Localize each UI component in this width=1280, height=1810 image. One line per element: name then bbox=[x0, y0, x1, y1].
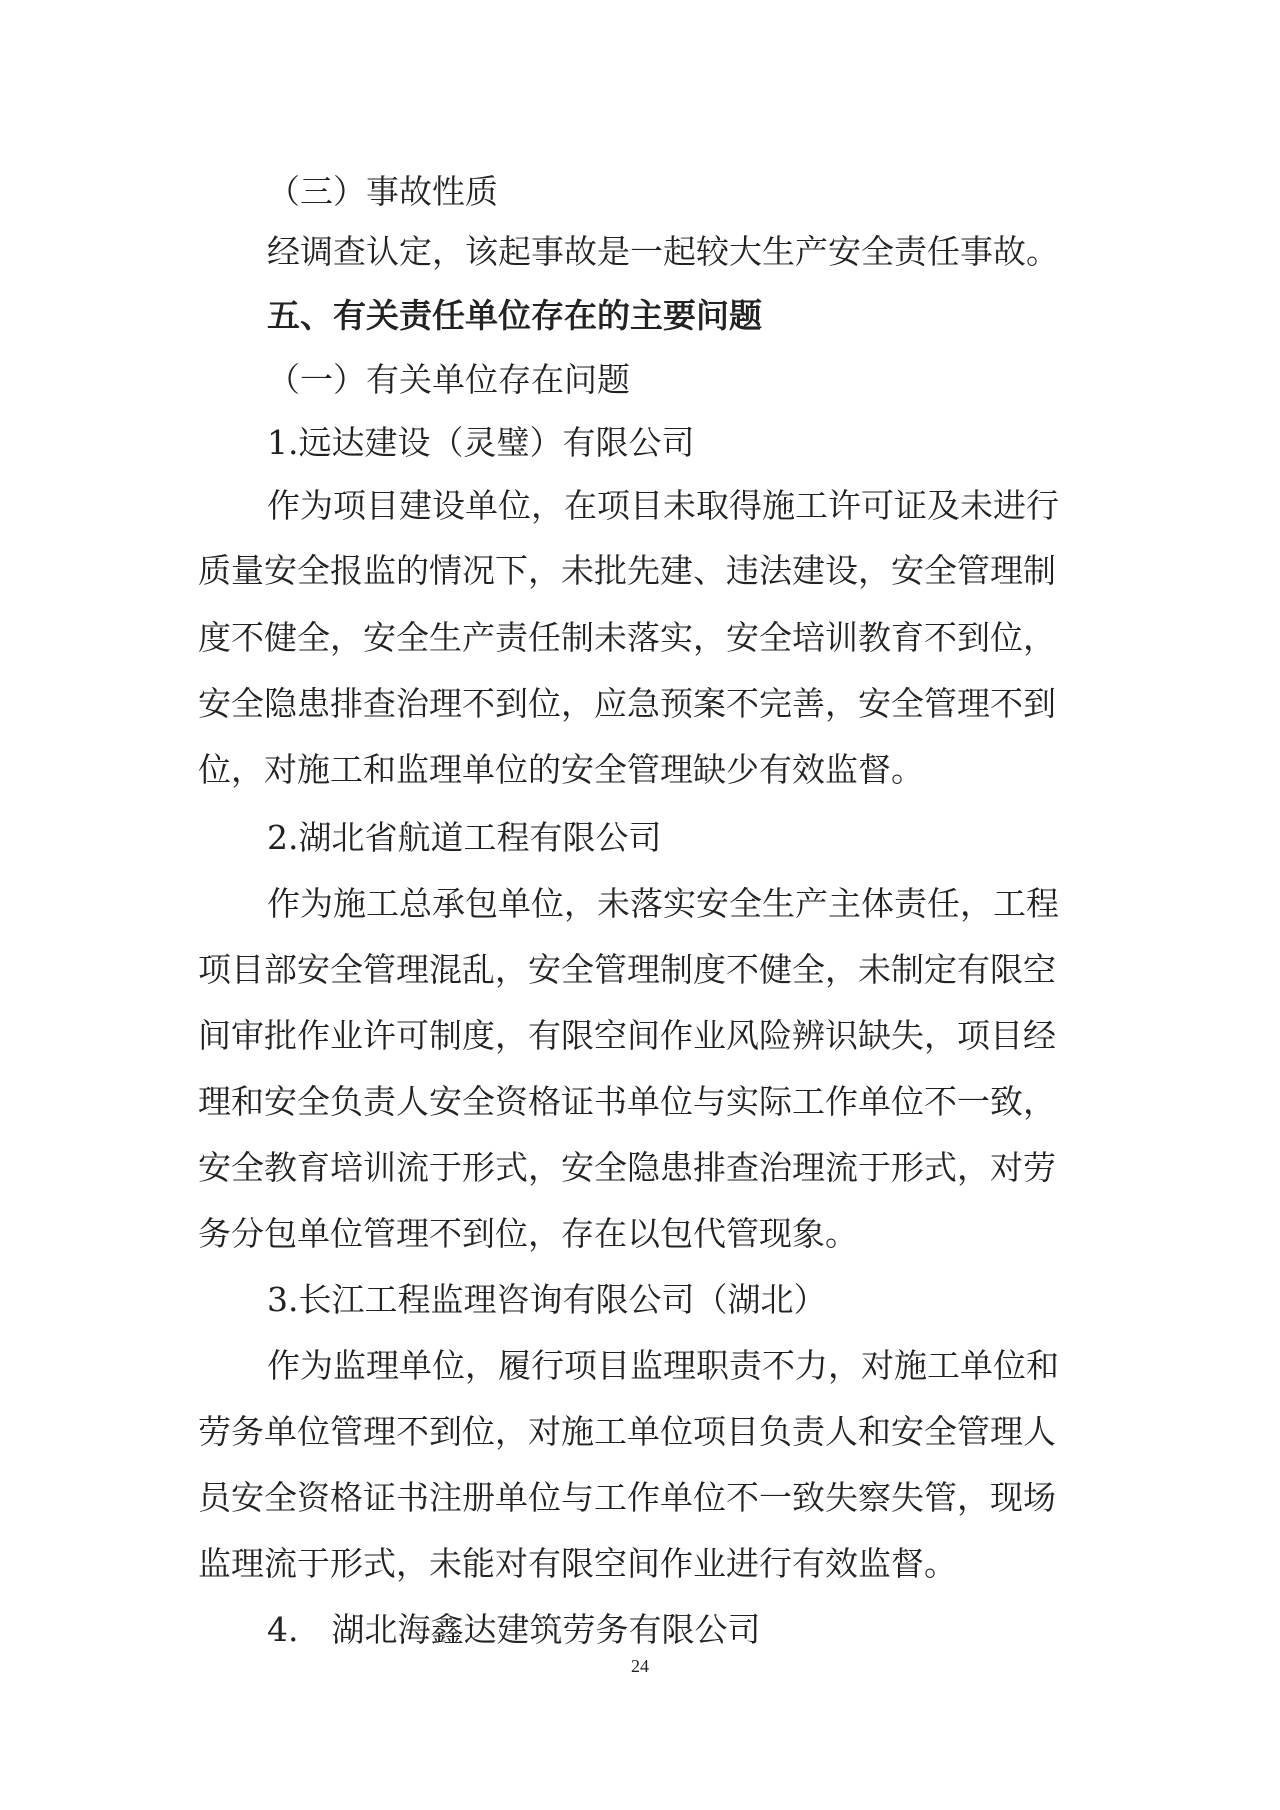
line-text: 1.远达建设（灵璧）有限公司 bbox=[267, 423, 695, 462]
list-item-heading bbox=[0, 1600, 1280, 1660]
line-text: 位，对施工和监理单位的安全管理缺少有效监督。 bbox=[198, 750, 924, 789]
line-text: 安全隐患排查治理不到位，应急预案不完善，安全管理不到 bbox=[198, 684, 1056, 723]
paragraph-line bbox=[0, 476, 1280, 536]
section-subheading-unit-problems bbox=[0, 350, 1280, 410]
paragraph-line bbox=[0, 222, 1280, 282]
line-text: 员安全资格证书注册单位与工作单位不一致失察失管，现场 bbox=[198, 1478, 1056, 1517]
line-text: 质量安全报监的情况下，未批先建、违法建设，安全管理制 bbox=[198, 551, 1056, 590]
paragraph-line bbox=[0, 1072, 1280, 1132]
paragraph-line bbox=[0, 1468, 1280, 1528]
paragraph-line bbox=[0, 740, 1280, 800]
line-text: 度不健全，安全生产责任制未落实，安全培训教育不到位， bbox=[198, 618, 1056, 657]
line-text: 经调查认定，该起事故是一起较大生产安全责任事故。 bbox=[267, 232, 1059, 271]
line-text: （三）事故性质 bbox=[267, 172, 498, 211]
paragraph-line bbox=[0, 1336, 1280, 1396]
page-number: 24 bbox=[631, 1656, 649, 1676]
line-text: 项目部安全管理混乱，安全管理制度不健全，未制定有限空 bbox=[198, 950, 1056, 989]
list-item-heading bbox=[0, 808, 1280, 868]
line-text: 五、有关责任单位存在的主要问题 bbox=[267, 296, 762, 335]
line-text: 间审批作业许可制度，有限空间作业风险辨识缺失，项目经 bbox=[198, 1016, 1056, 1055]
line-text: 安全教育培训流于形式，安全隐患排查治理流于形式，对劳 bbox=[198, 1148, 1056, 1187]
line-text: 2.湖北省航道工程有限公司 bbox=[267, 818, 662, 857]
paragraph-line bbox=[0, 1006, 1280, 1066]
line-text: 务分包单位管理不到位，存在以包代管现象。 bbox=[198, 1214, 858, 1253]
list-item-heading bbox=[0, 413, 1280, 473]
line-text: 作为监理单位，履行项目监理职责不力，对施工单位和 bbox=[267, 1346, 1059, 1385]
section-subheading-accident-nature bbox=[0, 162, 1280, 222]
paragraph-line bbox=[0, 1204, 1280, 1264]
paragraph-line bbox=[0, 940, 1280, 1000]
paragraph-line bbox=[0, 608, 1280, 668]
line-text: （一）有关单位存在问题 bbox=[267, 360, 630, 399]
line-text: 3.长江工程监理咨询有限公司（湖北） bbox=[267, 1280, 827, 1319]
line-text: 作为施工总承包单位，未落实安全生产主体责任，工程 bbox=[267, 884, 1059, 923]
line-text: 监理流于形式，未能对有限空间作业进行有效监督。 bbox=[198, 1544, 957, 1583]
line-text: 理和安全负责人安全资格证书单位与实际工作单位不一致， bbox=[198, 1082, 1056, 1121]
paragraph-line bbox=[0, 541, 1280, 601]
line-text: 作为项目建设单位，在项目未取得施工许可证及未进行 bbox=[267, 486, 1059, 525]
list-item-heading bbox=[0, 1270, 1280, 1330]
paragraph-line bbox=[0, 1402, 1280, 1462]
line-text: 4. 湖北海鑫达建筑劳务有限公司 bbox=[267, 1610, 761, 1649]
line-text: 劳务单位管理不到位，对施工单位项目负责人和安全管理人 bbox=[198, 1412, 1056, 1451]
paragraph-line bbox=[0, 674, 1280, 734]
paragraph-line bbox=[0, 874, 1280, 934]
section-heading-main-problems bbox=[0, 286, 1280, 346]
paragraph-line bbox=[0, 1138, 1280, 1198]
paragraph-line bbox=[0, 1534, 1280, 1594]
